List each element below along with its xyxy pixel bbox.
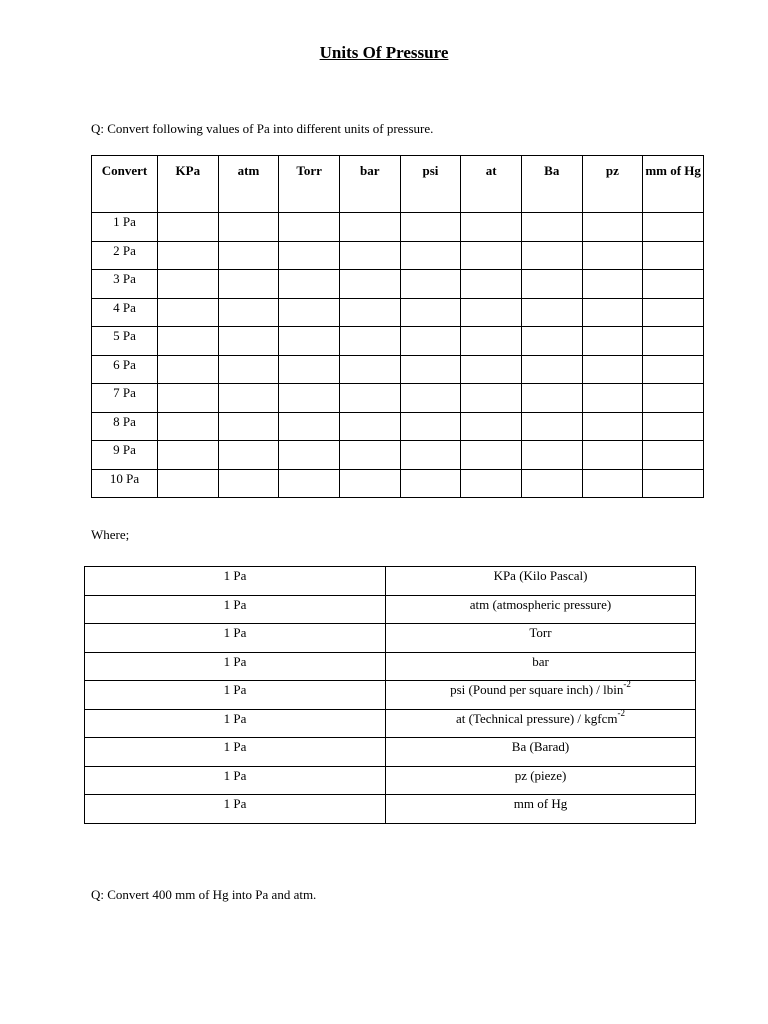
unit-cell xyxy=(386,738,696,767)
answer-cell[interactable] xyxy=(218,469,279,498)
where-label: Where; xyxy=(91,527,130,542)
answer-cell[interactable] xyxy=(158,469,219,498)
pa-value-cell: 1 Pa xyxy=(85,795,386,824)
answer-cell[interactable] xyxy=(158,384,219,413)
answer-cell[interactable] xyxy=(158,355,219,384)
answer-cell[interactable] xyxy=(218,327,279,356)
answer-cell[interactable] xyxy=(400,327,461,356)
header-torr: Torr xyxy=(279,156,340,213)
answer-cell[interactable] xyxy=(339,355,400,384)
answer-cell[interactable] xyxy=(218,441,279,470)
unit-label: atm (atmospheric pressure) xyxy=(469,596,612,612)
answer-cell[interactable] xyxy=(461,327,522,356)
unit-label: pz (pieze) xyxy=(514,767,567,783)
table-row xyxy=(85,795,696,824)
answer-cell[interactable] xyxy=(339,327,400,356)
answer-cell[interactable] xyxy=(218,355,279,384)
answer-cell[interactable] xyxy=(521,213,582,242)
answer-cell[interactable] xyxy=(461,441,522,470)
unit-cell xyxy=(386,567,696,596)
unit-label: Torr xyxy=(529,625,552,640)
header-kpa: KPa xyxy=(158,156,219,213)
answer-cell[interactable] xyxy=(461,469,522,498)
table-row xyxy=(92,270,704,299)
table-row xyxy=(85,709,696,738)
row-label: 7 Pa xyxy=(92,384,158,413)
answer-cell[interactable] xyxy=(521,441,582,470)
pa-value-cell: 1 Pa xyxy=(85,766,386,795)
table-row xyxy=(85,567,696,596)
table-row xyxy=(92,241,704,270)
answer-cell[interactable] xyxy=(158,213,219,242)
answer-cell[interactable] xyxy=(582,213,643,242)
unit-cell xyxy=(386,652,696,681)
table-row xyxy=(85,766,696,795)
header-psi: psi xyxy=(400,156,461,213)
question-2: Q: Convert 400 mm of Hg into Pa and atm. xyxy=(91,887,317,902)
row-label: 4 Pa xyxy=(92,298,158,327)
answer-cell[interactable] xyxy=(339,441,400,470)
table-row xyxy=(92,213,704,242)
answer-cell[interactable] xyxy=(279,270,340,299)
answer-cell[interactable] xyxy=(643,241,704,270)
answer-cell[interactable] xyxy=(339,213,400,242)
answer-cell[interactable] xyxy=(279,298,340,327)
unit-label: KPa (Kilo Pascal) xyxy=(493,568,588,583)
answer-cell[interactable] xyxy=(218,213,279,242)
table-row xyxy=(92,441,704,470)
answer-cell[interactable] xyxy=(461,241,522,270)
answer-cell[interactable] xyxy=(521,298,582,327)
answer-cell[interactable] xyxy=(339,469,400,498)
page-title: Units Of Pressure xyxy=(319,43,449,62)
answer-cell[interactable] xyxy=(643,327,704,356)
unit-cell xyxy=(386,624,696,653)
answer-cell[interactable] xyxy=(400,355,461,384)
table-row xyxy=(85,681,696,710)
row-label: 10 Pa xyxy=(92,469,158,498)
unit-exponent: -2 xyxy=(617,707,626,718)
answer-cell[interactable] xyxy=(339,384,400,413)
answer-cell[interactable] xyxy=(521,270,582,299)
answer-cell[interactable] xyxy=(521,412,582,441)
answer-cell[interactable] xyxy=(339,412,400,441)
answer-cell[interactable] xyxy=(218,412,279,441)
answer-cell[interactable] xyxy=(279,213,340,242)
answer-cell[interactable] xyxy=(521,241,582,270)
unit-label: psi (Pound per square inch) / lbin xyxy=(450,682,624,697)
answer-cell[interactable] xyxy=(400,298,461,327)
answer-cell[interactable] xyxy=(521,355,582,384)
answer-cell[interactable] xyxy=(643,469,704,498)
answer-cell[interactable] xyxy=(643,270,704,299)
answer-cell[interactable] xyxy=(400,412,461,441)
table-row xyxy=(92,384,704,413)
answer-cell[interactable] xyxy=(582,441,643,470)
answer-cell[interactable] xyxy=(582,298,643,327)
answer-cell[interactable] xyxy=(339,241,400,270)
answer-cell[interactable] xyxy=(158,241,219,270)
pa-value-cell: 1 Pa xyxy=(85,567,386,596)
answer-cell[interactable] xyxy=(158,327,219,356)
answer-cell[interactable] xyxy=(158,270,219,299)
header-ba: Ba xyxy=(521,156,582,213)
answer-cell[interactable] xyxy=(461,298,522,327)
pa-value-cell: 1 Pa xyxy=(85,652,386,681)
unit-definition-table xyxy=(84,566,696,824)
answer-cell[interactable] xyxy=(339,270,400,299)
table-row xyxy=(92,412,704,441)
answer-cell[interactable] xyxy=(279,241,340,270)
answer-cell[interactable] xyxy=(279,384,340,413)
answer-cell[interactable] xyxy=(582,384,643,413)
answer-cell[interactable] xyxy=(279,441,340,470)
unit-cell xyxy=(386,766,696,795)
answer-cell[interactable] xyxy=(643,441,704,470)
answer-cell[interactable] xyxy=(582,270,643,299)
pa-value-cell: 1 Pa xyxy=(85,681,386,710)
answer-cell[interactable] xyxy=(158,412,219,441)
unit-label: bar xyxy=(532,653,549,669)
table-row xyxy=(92,298,704,327)
answer-cell[interactable] xyxy=(521,469,582,498)
answer-cell[interactable] xyxy=(582,355,643,384)
table-row xyxy=(85,652,696,681)
row-label: 6 Pa xyxy=(92,355,158,384)
header-pz: pz xyxy=(582,156,643,213)
pa-value-cell: 1 Pa xyxy=(85,738,386,767)
unit-cell xyxy=(386,795,696,824)
answer-cell[interactable] xyxy=(279,469,340,498)
table-row xyxy=(85,624,696,653)
unit-exponent: -2 xyxy=(623,679,631,689)
answer-cell[interactable] xyxy=(461,355,522,384)
answer-cell[interactable] xyxy=(461,384,522,413)
answer-cell[interactable] xyxy=(279,355,340,384)
unit-label: mm of Hg xyxy=(513,796,568,811)
table-row xyxy=(85,738,696,767)
answer-cell[interactable] xyxy=(400,241,461,270)
answer-cell[interactable] xyxy=(279,412,340,441)
answer-cell[interactable] xyxy=(582,241,643,270)
header-at: at xyxy=(461,156,522,213)
answer-cell[interactable] xyxy=(218,384,279,413)
answer-cell[interactable] xyxy=(400,469,461,498)
unit-label: Ba (Barad) xyxy=(511,739,570,754)
row-label: 9 Pa xyxy=(92,441,158,470)
answer-cell[interactable] xyxy=(218,298,279,327)
pa-value-cell: 1 Pa xyxy=(85,624,386,653)
answer-cell[interactable] xyxy=(582,412,643,441)
row-label: 3 Pa xyxy=(92,270,158,299)
table-row xyxy=(85,595,696,624)
table-row xyxy=(92,469,704,498)
row-label: 5 Pa xyxy=(92,327,158,356)
answer-cell[interactable] xyxy=(279,327,340,356)
answer-cell[interactable] xyxy=(218,270,279,299)
row-label: 2 Pa xyxy=(92,241,158,270)
row-label: 1 Pa xyxy=(92,213,158,242)
unit-label: at (Technical pressure) / kgfcm xyxy=(455,710,618,726)
unit-cell xyxy=(386,595,696,624)
answer-cell[interactable] xyxy=(643,412,704,441)
header-mm-of-hg: mm of Hg xyxy=(643,156,704,213)
table-row xyxy=(92,327,704,356)
answer-cell[interactable] xyxy=(461,270,522,299)
answer-cell[interactable] xyxy=(643,384,704,413)
question-1: Q: Convert following values of Pa into different units of pressure. xyxy=(91,121,434,136)
pa-value-cell: 1 Pa xyxy=(85,595,386,624)
answer-cell[interactable] xyxy=(643,355,704,384)
answer-cell[interactable] xyxy=(582,469,643,498)
answer-cell[interactable] xyxy=(400,384,461,413)
answer-cell[interactable] xyxy=(400,441,461,470)
answer-cell[interactable] xyxy=(643,298,704,327)
answer-cell[interactable] xyxy=(158,298,219,327)
answer-cell[interactable] xyxy=(461,412,522,441)
answer-cell[interactable] xyxy=(461,213,522,242)
answer-cell[interactable] xyxy=(339,298,400,327)
row-label: 8 Pa xyxy=(92,412,158,441)
answer-cell[interactable] xyxy=(521,327,582,356)
header-bar: bar xyxy=(339,156,400,213)
answer-cell[interactable] xyxy=(582,327,643,356)
answer-cell[interactable] xyxy=(218,241,279,270)
answer-cell[interactable] xyxy=(400,270,461,299)
header-atm: atm xyxy=(218,156,279,213)
conversion-table xyxy=(91,155,704,498)
unit-cell xyxy=(386,681,696,710)
conversion-table-header xyxy=(92,156,704,213)
pa-value-cell: 1 Pa xyxy=(85,709,386,738)
answer-cell[interactable] xyxy=(643,213,704,242)
answer-cell[interactable] xyxy=(158,441,219,470)
answer-cell[interactable] xyxy=(521,384,582,413)
table-row xyxy=(92,355,704,384)
unit-cell xyxy=(386,709,696,738)
answer-cell[interactable] xyxy=(400,213,461,242)
header-convert: Convert xyxy=(92,156,158,213)
